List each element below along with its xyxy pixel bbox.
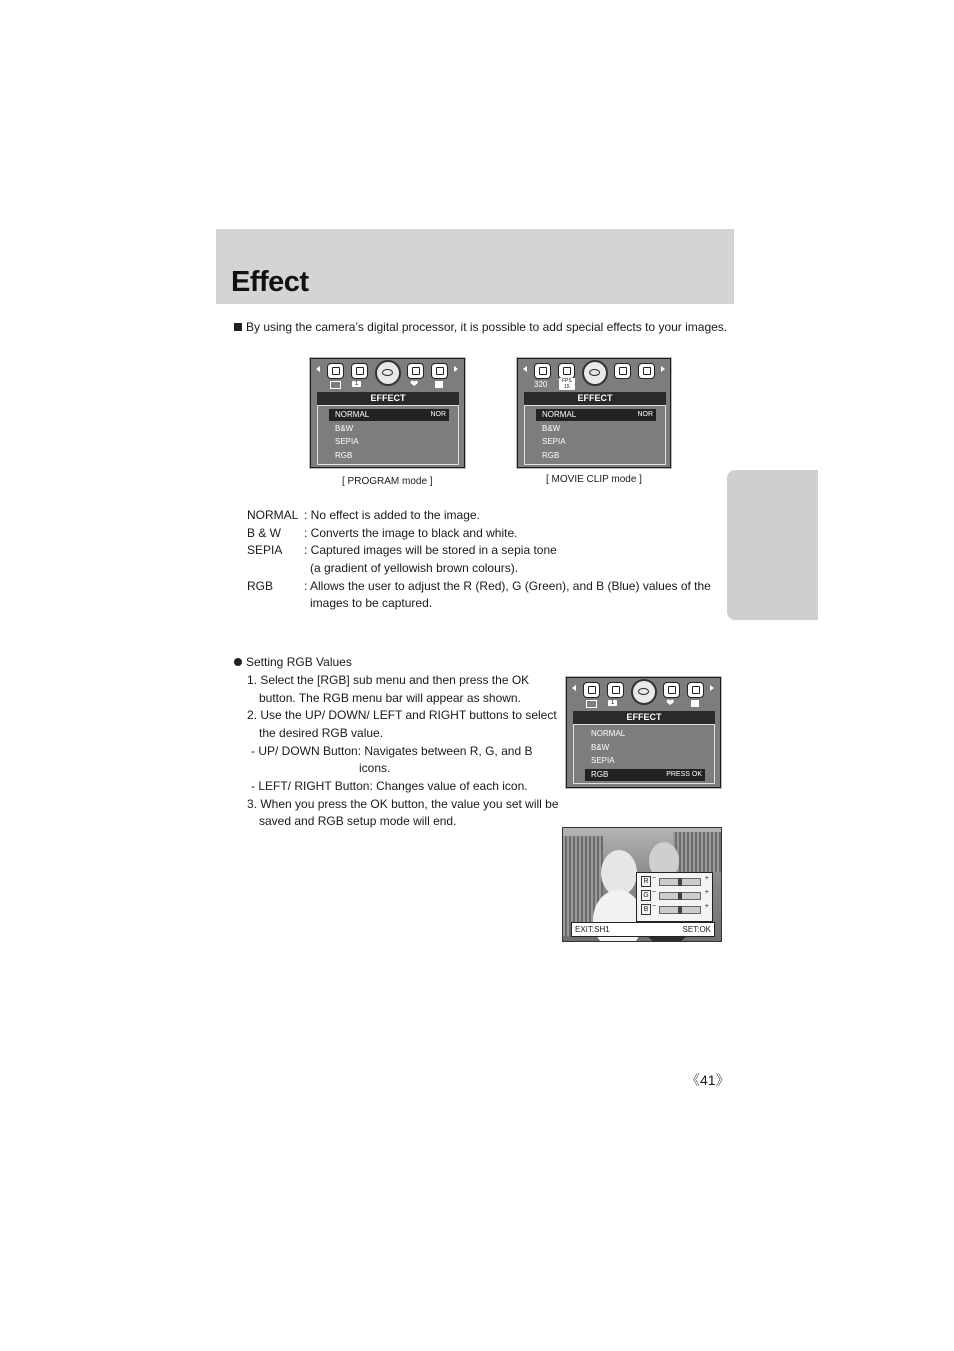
menu-item-sepia[interactable]: SEPIA — [542, 437, 566, 446]
menu-item-label: NORMAL — [542, 410, 577, 419]
menu-item-rgb[interactable]: RGB — [542, 451, 560, 460]
exit-label: EXIT:SH1 — [575, 925, 610, 934]
desc-cont: (a gradient of yellowish brown colours). — [310, 561, 519, 576]
page-number: 《41》 — [686, 1072, 730, 1088]
minus-icon: − — [652, 903, 657, 910]
size-icon — [534, 363, 551, 379]
heart-sub-icon: ❤ — [666, 698, 675, 709]
step-line-7: - LEFT/ RIGHT Button: Changes value of each icon. — [251, 779, 528, 793]
definition-sepia-cont — [247, 560, 519, 578]
menu-item-bw[interactable]: B&W — [591, 743, 610, 752]
definition-bw — [247, 525, 518, 543]
selected-value: NOR — [637, 411, 653, 418]
background-building — [673, 832, 721, 872]
menu-item-normal[interactable] — [329, 409, 449, 421]
movie-mode-screen — [517, 358, 671, 468]
step-line-2: button. The RGB menu bar will appear as shown. — [259, 691, 521, 705]
status-bar — [571, 922, 715, 937]
step-line-5: - UP/ DOWN Button: Navigates between R, G, and B — [251, 744, 533, 758]
left-arrow-icon — [316, 366, 320, 372]
step-line-4: the desired RGB value. — [259, 726, 384, 740]
minus-icon: − — [652, 875, 657, 882]
effect-icon — [375, 360, 401, 386]
menu-title: EFFECT — [317, 392, 459, 405]
r-label: R — [641, 876, 651, 887]
menu-item-normal[interactable] — [536, 409, 656, 421]
frame-sub-icon — [586, 700, 597, 708]
plus-icon: + — [704, 875, 709, 882]
menu-title: EFFECT — [524, 392, 666, 405]
movie-mode-caption: [ MOVIE CLIP mode ] — [546, 474, 642, 485]
definition-normal — [247, 507, 480, 525]
term: SEPIA — [247, 543, 283, 558]
side-tab — [727, 470, 818, 620]
g-slider[interactable] — [659, 892, 701, 900]
effect-icon — [631, 679, 657, 705]
stabilizer-icon — [638, 363, 655, 379]
menu-item-label: RGB — [591, 770, 609, 779]
rgb-panel — [636, 872, 713, 922]
program-mode-caption: [ PROGRAM mode ] — [342, 476, 433, 487]
frame-icon — [351, 363, 368, 379]
sub-label: 1 — [608, 700, 617, 706]
voice-icon — [614, 363, 631, 379]
step-line-9: saved and RGB setup mode will end. — [259, 814, 457, 828]
definition-sepia — [247, 542, 557, 560]
rgb-row-g[interactable] — [641, 890, 711, 901]
sub-label: 1 — [352, 381, 361, 387]
sharp-sub-icon — [691, 700, 699, 707]
term: RGB — [247, 578, 274, 593]
heart-icon — [407, 363, 424, 379]
program-mode-screen — [310, 358, 465, 468]
menu-item-bw[interactable]: B&W — [335, 424, 354, 433]
minus-icon: − — [652, 889, 657, 896]
sharpness-icon — [431, 363, 448, 379]
fps-icon — [558, 363, 575, 379]
rgb-select-screen — [566, 677, 721, 788]
definition-rgb-cont — [247, 595, 433, 613]
page-title: Effect — [231, 266, 309, 298]
fps-value: 15 — [564, 384, 570, 390]
step-line-3: 2. Use the UP/ DOWN/ LEFT and RIGHT buttons to select — [247, 708, 557, 722]
right-arrow-icon — [454, 366, 458, 372]
r-slider-knob[interactable] — [678, 878, 682, 886]
definition-rgb — [247, 578, 711, 596]
menu-item-normal[interactable]: NORMAL — [591, 729, 626, 738]
intro-sentence: By using the camera’s digital processor, it is possible to add special effects to your images. — [246, 320, 728, 334]
rgb-setting-heading — [234, 654, 352, 672]
intro-text — [234, 320, 727, 334]
selected-value: NOR — [430, 411, 446, 418]
desc-cont: images to be captured. — [310, 596, 433, 611]
b-slider-knob[interactable] — [678, 906, 682, 914]
definitions — [247, 507, 711, 613]
desc: : Converts the image to black and white. — [304, 525, 518, 540]
round-bullet-icon — [234, 658, 242, 666]
heart-icon — [663, 682, 680, 698]
effect-icon — [582, 360, 608, 386]
b-slider[interactable] — [659, 906, 701, 914]
step-line-8: 3. When you press the OK button, the value you set will be — [247, 797, 559, 811]
desc: : Captured images will be stored in a sepia tone — [304, 543, 557, 558]
rgb-adjust-screen — [562, 827, 722, 942]
plus-icon: + — [704, 889, 709, 896]
rgb-row-b[interactable] — [641, 904, 711, 915]
sharpness-icon — [687, 682, 704, 698]
menu-item-label: NORMAL — [335, 410, 370, 419]
term: NORMAL — [247, 508, 299, 522]
b-label: B — [641, 904, 651, 915]
size-label: 320 — [534, 380, 548, 389]
plus-icon: + — [704, 903, 709, 910]
menu-item-sepia[interactable]: SEPIA — [591, 756, 615, 765]
set-label: SET:OK — [682, 925, 711, 934]
fps-text: FPS — [562, 378, 572, 384]
menu-title: EFFECT — [573, 711, 715, 724]
r-slider[interactable] — [659, 878, 701, 886]
frame-icon — [607, 682, 624, 698]
menu-item-rgb[interactable]: RGB — [335, 451, 353, 460]
camera-icon — [583, 682, 600, 698]
menu-item-sepia[interactable]: SEPIA — [335, 437, 359, 446]
menu-item-bw[interactable]: B&W — [542, 424, 561, 433]
g-label: G — [641, 890, 651, 901]
left-arrow-icon — [523, 366, 527, 372]
selected-value: PRESS OK — [666, 771, 702, 778]
camera-icon — [327, 363, 344, 379]
step-line-6: icons. — [359, 761, 391, 775]
sharp-sub-icon — [435, 381, 443, 388]
heart-sub-icon: ❤ — [410, 379, 419, 390]
frame-sub-icon — [330, 381, 341, 389]
left-arrow-icon — [572, 685, 576, 691]
step-line-1: 1. Select the [RGB] sub menu and then press the OK — [247, 673, 530, 687]
square-bullet-icon — [234, 323, 242, 331]
menu-item-rgb[interactable] — [585, 769, 705, 781]
fps-label — [559, 378, 575, 390]
term: B & W — [247, 525, 282, 540]
desc: : No effect is added to the image. — [304, 508, 480, 522]
right-arrow-icon — [710, 685, 714, 691]
right-arrow-icon — [661, 366, 665, 372]
desc: : Allows the user to adjust the R (Red), G (Green), and B (Blue) values of the — [304, 578, 711, 593]
rgb-row-r[interactable] — [641, 876, 711, 887]
heading-text: Setting RGB Values — [246, 655, 352, 669]
g-slider-knob[interactable] — [678, 892, 682, 900]
